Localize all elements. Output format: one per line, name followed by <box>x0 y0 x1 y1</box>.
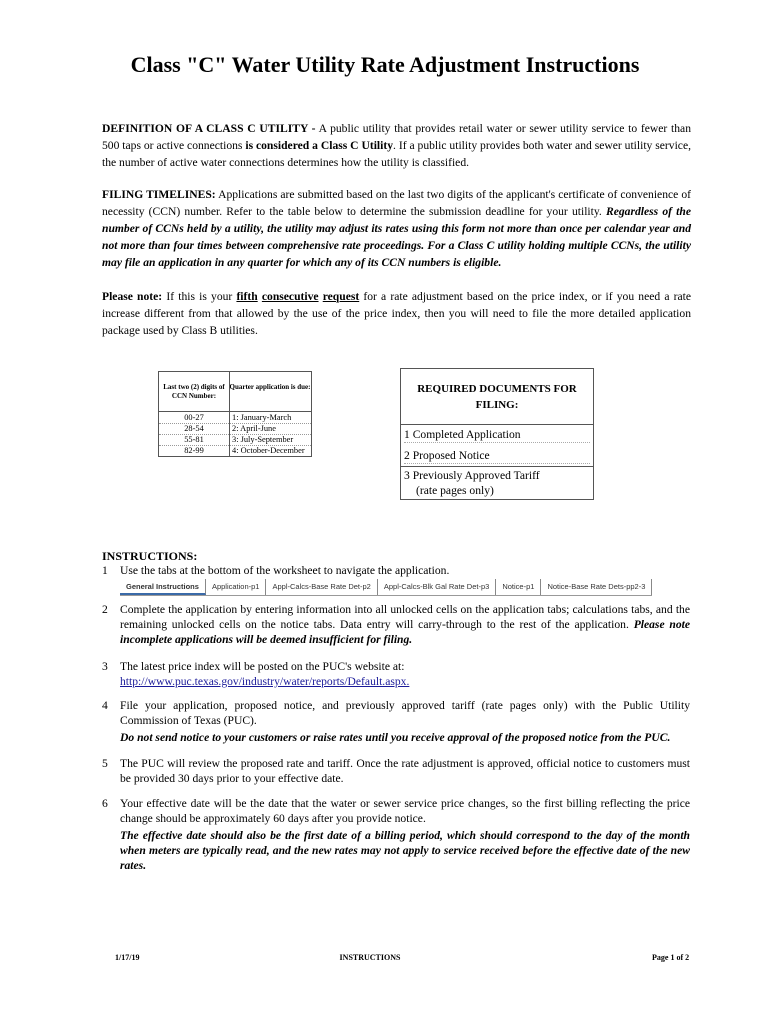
ccn-quarter: 2: April-June <box>232 424 276 433</box>
puc-website-link[interactable]: http://www.puc.texas.gov/industry/water/reports/Default.aspx. <box>120 675 410 688</box>
instructions-heading: INSTRUCTIONS: <box>102 549 198 563</box>
instruction-text: Use the tabs at the bottom of the worksheet to navigate the application. <box>120 564 450 577</box>
instruction-number: 5 <box>102 757 108 770</box>
ccn-digits: 28-54 <box>184 424 204 433</box>
footer-page-number: Page 1 of 2 <box>652 953 690 962</box>
worksheet-tabs <box>120 579 652 596</box>
footer-date: 1/17/19 <box>115 953 140 962</box>
filing-paragraph <box>102 186 691 271</box>
instruction-body: The latest price index will be posted on the PUC's website at: <box>120 660 405 673</box>
filing-text: Applications are submitted based on the last two digits of the applicant's certificate of convenience of necessity (CCN) number. Refer to the table below to determine the submission deadline for your utility. <box>102 188 692 218</box>
instruction-emphasis: The effective date should also be the first date of a billing period, which should correspond to the day of the month when meters are typically read, and the new rates may not apply to service received before the effective date of the new rates. <box>120 829 690 872</box>
instruction-text <box>120 796 690 873</box>
note-label: Please note: <box>102 290 163 303</box>
required-doc-item: (rate pages only) <box>416 484 494 497</box>
table-row <box>159 445 311 456</box>
instruction-number: 2 <box>102 603 108 616</box>
instruction-number: 6 <box>102 797 108 810</box>
instruction-body: Complete the application by entering information into all unlocked cells on the application tabs; calculations tabs, and the remaining unlocked cells on the notice tabs. Data entry will carry-through to the rest of the application. <box>120 603 690 631</box>
tab-blk-gal-rate-det[interactable]: Appl-Calcs-Blk Gal Rate Det-p3 <box>378 579 496 595</box>
definition-label: DEFINITION OF A CLASS C UTILITY - <box>102 122 316 135</box>
note-text-1: If this is your <box>162 290 237 303</box>
instruction-text <box>120 698 690 745</box>
ccn-quarter: 4: October-December <box>232 446 305 455</box>
instruction-number: 4 <box>102 699 108 712</box>
instruction-text <box>120 659 690 689</box>
ccn-digits: 82-99 <box>184 446 204 455</box>
ccn-quarter: 3: July-September <box>232 435 294 444</box>
ccn-digits: 00-27 <box>184 413 204 422</box>
tab-notice-p1[interactable]: Notice-p1 <box>496 579 541 595</box>
note-consecutive: consecutive <box>261 290 319 303</box>
instruction-text <box>120 602 690 647</box>
ccn-table <box>158 371 312 457</box>
required-documents-box <box>400 368 594 500</box>
instruction-emphasis: Do not send notice to your customers or raise rates until you receive approval of the proposed notice from the PUC. <box>120 731 671 744</box>
tab-general-instructions[interactable]: General Instructions <box>120 579 206 595</box>
required-documents-header: REQUIRED DOCUMENTS FOR FILING: <box>417 383 577 411</box>
required-doc-item: 3 Previously Approved Tariff <box>404 469 540 482</box>
instruction-body: File your application, proposed notice, and previously approved tariff (rate pages only) with the Public Utility Commission of Texas (PUC). <box>120 699 690 727</box>
ccn-digits: 55-81 <box>184 435 204 444</box>
filing-italic: Regardless of the number of CCNs held by a utility, the utility may adjust its rates using this form not more than once per calendar year and not more than four times between comprehensive rate proceedings. For a Class C utility holding multiple CCNs, the utility may file an application in any quarter for which any of its CCN numbers is eligible. <box>102 205 691 269</box>
note-fifth: fifth <box>236 290 258 303</box>
ccn-header-digits: Last two (2) digits of CCN Number: <box>163 383 225 400</box>
tab-notice-base-rate-dets[interactable]: Notice-Base Rate Dets-pp2-3 <box>541 579 652 595</box>
definition-text-2: . If a public utility provides both water and sewer utility service, the number of active water connections determines how the utility is classified. <box>102 139 691 169</box>
tab-application-p1[interactable]: Application-p1 <box>206 579 267 595</box>
definition-paragraph <box>102 120 691 171</box>
instruction-text: The PUC will review the proposed rate and tariff. Once the rate adjustment is approved, official notice to customers must be provided 30 days prior to your effective date. <box>120 757 690 785</box>
definition-text-1: A public utility that provides retail water or sewer utility service to fewer than 500 taps or active connections <box>102 122 691 152</box>
required-doc-item: 2 Proposed Notice <box>404 448 590 464</box>
note-paragraph <box>102 288 691 339</box>
ccn-header-quarter: Quarter application is due: <box>229 383 311 391</box>
definition-bold: is considered a Class C Utility <box>245 139 394 152</box>
required-doc-item: 1 Completed Application <box>404 427 590 443</box>
ccn-quarter: 1: January-March <box>232 413 292 422</box>
page-title: Class "C" Water Utility Rate Adjustment Instructions <box>130 52 640 77</box>
note-request: request <box>322 290 360 303</box>
filing-label: FILING TIMELINES: <box>102 188 216 201</box>
instruction-number: 3 <box>102 660 108 673</box>
footer-title: INSTRUCTIONS <box>339 953 401 962</box>
tab-base-rate-det[interactable]: Appl-Calcs-Base Rate Det-p2 <box>266 579 377 595</box>
instruction-number: 1 <box>102 564 108 577</box>
note-text-2: for a rate adjustment based on the price index, or if you need a rate increase different from that allowed by the use of the price index, then you will need to file the more detailed application package used by Class B utilities. <box>102 290 692 337</box>
ccn-table-header <box>159 372 311 412</box>
instruction-body: Your effective date will be the date that the water or sewer service price changes, so the first billing reflecting the price change should be approximately 60 days after you provide notice. <box>120 797 690 825</box>
instruction-emphasis: Please note incomplete applications will be deemed insufficient for filing. <box>120 618 691 646</box>
